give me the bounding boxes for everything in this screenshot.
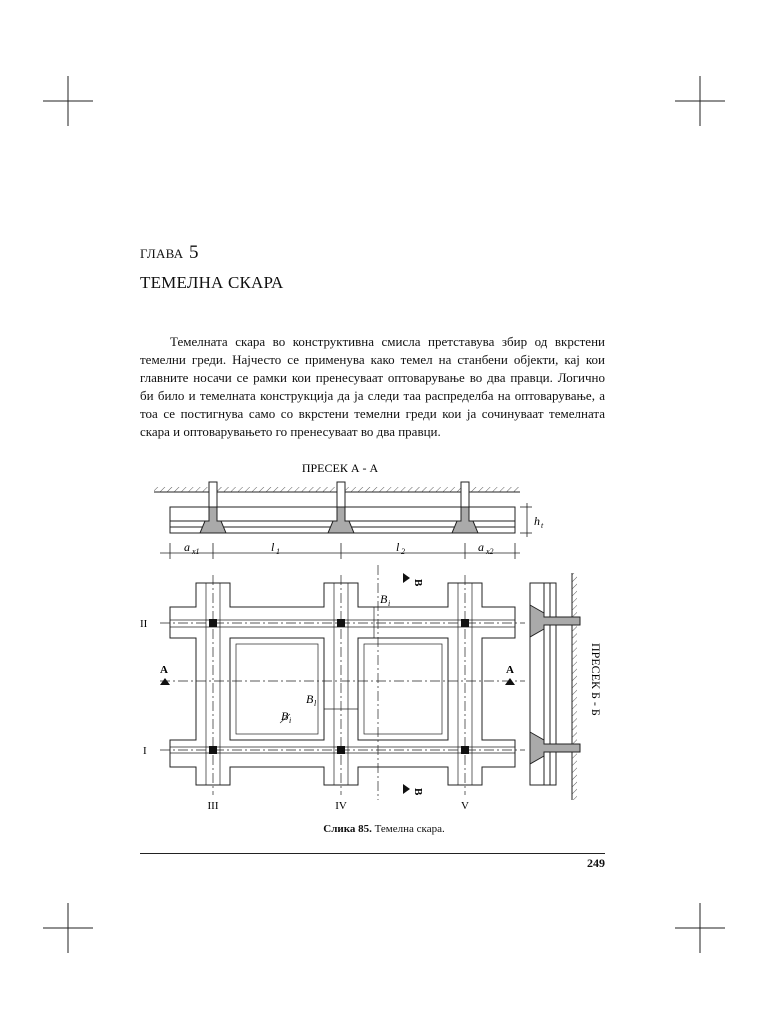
caption-text: Темелна скара. bbox=[371, 823, 445, 835]
dim-ax1: a bbox=[184, 540, 190, 554]
foundation-grid-figure bbox=[140, 455, 620, 815]
row-label-ii: II bbox=[140, 618, 148, 630]
body-paragraph: Темелната скара во конструктивна смисла претставува збир од вкрстени темелни греди. Најчесто се применува како темел на станбени објекти, кај кои главните носачи се рамки кои пренесуваат оптоварување во два правци. Логично би било и темелната конструкција да ја следи таа распределба на оптоварување, а тоа се постигнува само со вкрстени темелни греди кои ја сочинуваат темелната скара и оптоварувањето го пренесуваат во два правци. bbox=[140, 334, 605, 439]
figure-caption bbox=[0, 823, 768, 835]
section-mark-b-bottom bbox=[403, 784, 410, 794]
width-label-bi-top-sub: i bbox=[388, 599, 391, 608]
section-mark-a-right bbox=[505, 678, 515, 685]
dim-h-sub: t bbox=[541, 521, 544, 530]
section-b-bottom-label: B bbox=[412, 788, 424, 796]
chapter-label-text: ГЛАВА bbox=[140, 246, 184, 261]
dim-l1-sub: 1 bbox=[276, 547, 280, 556]
section-bb bbox=[530, 573, 580, 800]
dim-l2-sub: 2 bbox=[401, 547, 405, 556]
dim-h-label: h bbox=[534, 514, 540, 528]
row-label-i: I bbox=[143, 745, 147, 757]
col-label-v: V bbox=[461, 800, 469, 812]
section-aa-title: ПРЕСЕК А - А bbox=[301, 461, 379, 475]
footer-rule bbox=[140, 853, 605, 854]
axis-lines bbox=[160, 565, 525, 800]
section-a-right-label: A bbox=[506, 664, 514, 676]
dim-l1: l bbox=[271, 540, 275, 554]
dim-ax2-sub: x2 bbox=[486, 547, 494, 556]
caption-prefix: Слика 85. bbox=[323, 823, 372, 835]
plan-view bbox=[170, 583, 515, 785]
chapter-title: ТЕМЕЛНА СКАРА bbox=[140, 273, 284, 292]
width-label-bl: B bbox=[306, 692, 314, 706]
dim-l2: l bbox=[396, 540, 400, 554]
width-markers bbox=[280, 607, 378, 723]
section-bb-title: ПРЕСЕК Б - Б bbox=[589, 643, 603, 716]
dim-ax1-sub: x1 bbox=[192, 547, 200, 556]
col-label-iv: IV bbox=[335, 800, 347, 812]
section-mark-a-left bbox=[160, 678, 170, 685]
width-label-bl-sub: l bbox=[314, 699, 317, 708]
chapter-number: 5 bbox=[189, 242, 199, 263]
dim-ax2: a bbox=[478, 540, 484, 554]
section-beam bbox=[170, 507, 515, 533]
col-label-iii: III bbox=[207, 800, 219, 812]
section-a-left-label: A bbox=[160, 664, 168, 676]
page-number: 249 bbox=[587, 856, 605, 870]
height-dimension bbox=[520, 503, 532, 537]
width-label-bi-left: B bbox=[281, 709, 289, 723]
span-dimensions bbox=[160, 543, 520, 559]
width-label-bi-left-sub: i bbox=[289, 716, 292, 725]
section-mark-b-top bbox=[403, 573, 410, 583]
section-b-top-label: B bbox=[412, 579, 424, 587]
width-label-bi-top: B bbox=[380, 592, 388, 606]
chapter-label bbox=[140, 242, 199, 264]
